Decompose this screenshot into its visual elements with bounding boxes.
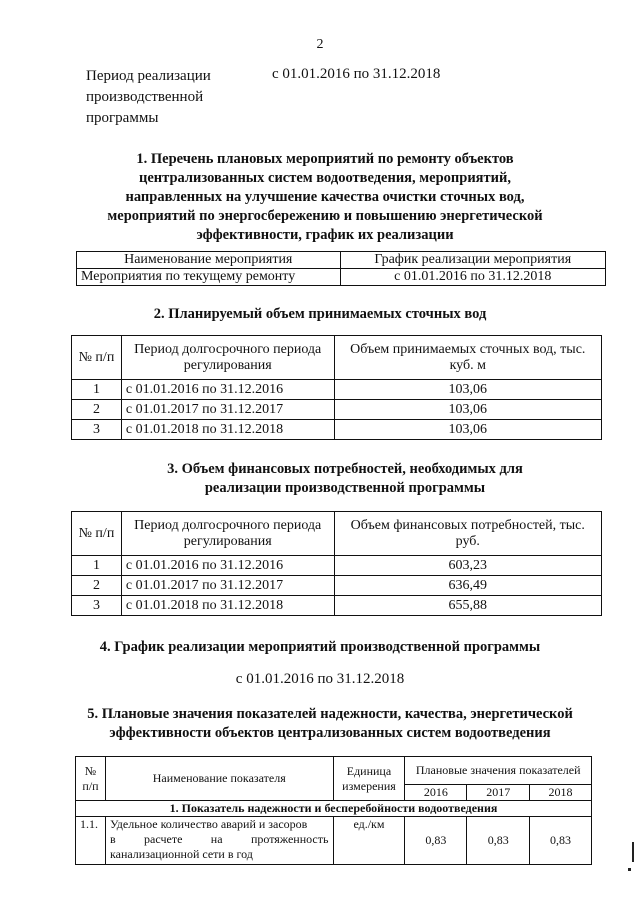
- table-cell: Мероприятия по текущему ремонту: [77, 269, 341, 286]
- header-cell: № п/п: [76, 757, 106, 801]
- table-cell: 655,88: [334, 596, 601, 616]
- table-cell: 1: [72, 556, 122, 576]
- table-row: [72, 576, 602, 596]
- indicator-line: канализационной сети в год: [109, 847, 253, 861]
- indicator-word: на: [210, 832, 223, 846]
- table-cell: 2: [72, 576, 122, 596]
- year-cell: 2017: [467, 785, 530, 801]
- indicator-line: Удельное количество аварий и засоров: [109, 817, 308, 831]
- table-row: [72, 556, 602, 576]
- period-value: с 01.01.2016 по 31.12.2018: [272, 66, 441, 82]
- table-cell: 1: [72, 380, 122, 400]
- table-cell: 103,06: [334, 380, 601, 400]
- header-cell: Объем финансовых потребностей, тыс. руб.: [334, 512, 601, 556]
- table-cell: 103,06: [334, 400, 601, 420]
- table-cell: 0,83: [467, 817, 530, 865]
- table-cell: с 01.01.2016 по 31.12.2016: [121, 556, 334, 576]
- table-header-row: [76, 757, 592, 785]
- section2-table: [71, 335, 602, 440]
- year-cell: 2018: [530, 785, 592, 801]
- section3-table: [71, 511, 602, 616]
- indicator-word: расчете: [144, 832, 183, 846]
- page-number: 2: [316, 37, 324, 52]
- table-cell: с 01.01.2016 по 31.12.2016: [121, 380, 334, 400]
- table-cell: 3: [72, 420, 122, 440]
- table-header-row: [72, 512, 602, 556]
- header-cell: Единица измерения: [333, 757, 405, 801]
- table-row: [72, 420, 602, 440]
- table-row: [72, 400, 602, 420]
- table-row: [72, 596, 602, 616]
- subheader-cell: 1. Показатель надежности и бесперебойности водоотведения: [76, 801, 592, 817]
- table-cell: с 01.01.2017 по 31.12.2017: [121, 400, 334, 420]
- section1-title: 1. Перечень плановых мероприятий по ремонту объектов централизованных систем водоотведения, мероприятий, направленных на улучшение качества очистки сточных вод, мероприятий по энергосбережению и повышению энергетической эффективности, график их реализации: [107, 151, 543, 243]
- indicator-word: протяженность: [250, 832, 329, 846]
- table-row: [77, 269, 606, 286]
- table-cell: с 01.01.2016 по 31.12.2018: [340, 269, 605, 286]
- section3-title: 3. Объем финансовых потребностей, необходимых для реализации производственной программы: [167, 461, 523, 496]
- header-cell: № п/п: [72, 336, 122, 380]
- header-cell: Объем принимаемых сточных вод, тыс. куб. м: [334, 336, 601, 380]
- section5-table: [75, 756, 592, 865]
- table-cell: с 01.01.2018 по 31.12.2018: [121, 596, 334, 616]
- table-cell: 636,49: [334, 576, 601, 596]
- indicator-word: в: [109, 832, 116, 846]
- table-cell: 1.1.: [76, 817, 106, 865]
- indicator-line: [110, 832, 329, 847]
- table-cell: ед./км: [333, 817, 405, 865]
- header-cell: Наименование показателя: [105, 757, 333, 801]
- header-cell: Период долгосрочного периода регулирования: [121, 512, 334, 556]
- section5-title: 5. Плановые значения показателей надежности, качества, энергетической эффективности объектов централизованных систем водоотведения: [87, 706, 573, 741]
- section1-table: [76, 251, 606, 286]
- table-header-row: [77, 252, 606, 269]
- table-cell: 2: [72, 400, 122, 420]
- section2-title: 2. Планируемый объем принимаемых сточных вод: [153, 306, 487, 322]
- table-cell: с 01.01.2017 по 31.12.2017: [121, 576, 334, 596]
- header-cell: Наименование мероприятия: [77, 252, 341, 269]
- table-cell: 603,23: [334, 556, 601, 576]
- year-cell: 2016: [405, 785, 467, 801]
- header-cell: № п/п: [72, 512, 122, 556]
- table-subheader-row: [76, 801, 592, 817]
- table-header-row: [72, 336, 602, 380]
- header-cell: График реализации мероприятия: [340, 252, 605, 269]
- header-cell: Плановые значения показателей: [405, 757, 592, 785]
- table-cell: с 01.01.2018 по 31.12.2018: [121, 420, 334, 440]
- table-row: [72, 380, 602, 400]
- scan-mark: [628, 868, 631, 871]
- table-cell: 0,83: [405, 817, 467, 865]
- section4-title: 4. График реализации мероприятий производственной программы: [99, 639, 541, 655]
- indicator-name-cell: [105, 817, 333, 865]
- section4-period: с 01.01.2016 по 31.12.2018: [235, 671, 405, 687]
- table-cell: 103,06: [334, 420, 601, 440]
- period-label: Период реализации производственной программы: [86, 68, 211, 126]
- scan-mark: [632, 842, 634, 862]
- table-cell: 0,83: [530, 817, 592, 865]
- header-cell: Период долгосрочного периода регулирования: [121, 336, 334, 380]
- table-row: [76, 817, 592, 865]
- table-cell: 3: [72, 596, 122, 616]
